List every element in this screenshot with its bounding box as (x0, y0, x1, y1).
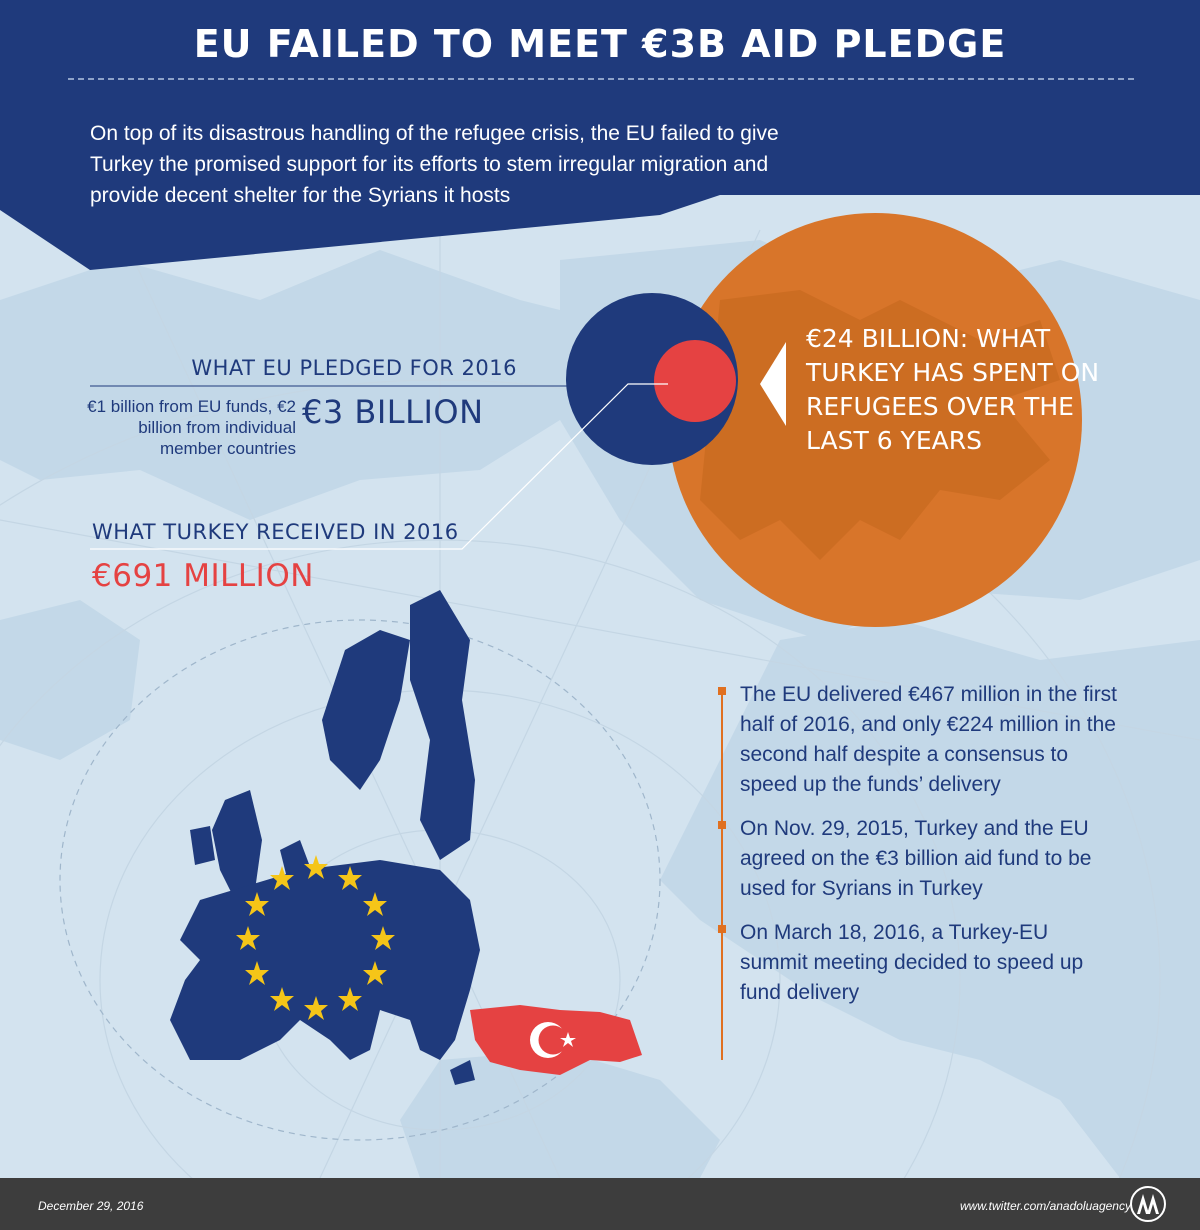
footer-date: December 29, 2016 (38, 1199, 144, 1213)
pledged-label: WHAT EU PLEDGED FOR 2016 (191, 356, 517, 380)
spent-text: €24 BILLION: WHAT TURKEY HAS SPENT ON REFUGEES OVER THE LAST 6 YEARS (806, 324, 1100, 455)
received-amount: €691 MILLION (92, 558, 314, 594)
bullet-icon (718, 925, 726, 933)
received-label: WHAT TURKEY RECEIVED IN 2016 (92, 520, 459, 544)
bullet-icon (718, 821, 726, 829)
list-item: On March 18, 2016, a Turkey-EU summit meeting decided to speed up fund delivery (718, 918, 1118, 1008)
footer-twitter-link[interactable]: www.twitter.com/anadoluagency (960, 1199, 1131, 1213)
pledged-amount: €3 BILLION (302, 393, 484, 431)
intro-text: On top of its disastrous handling of the refugee crisis, the EU failed to give Turkey the promised support for its efforts to stem irregular migration and provide decent shelter for the Syrians it hosts (90, 122, 779, 207)
pledged-note: €1 billion from EU funds, €2 billion from individual member countries (87, 397, 296, 458)
bullet-icon (718, 687, 726, 695)
title-divider (68, 78, 1134, 80)
list-item: On Nov. 29, 2015, Turkey and the EU agreed on the €3 billion aid fund to be used for Syrians in Turkey (718, 814, 1118, 904)
received-circle (654, 340, 736, 422)
anadolu-logo-icon (1128, 1184, 1168, 1224)
list-item: The EU delivered €467 million in the first half of 2016, and only €224 million in the second half despite a consensus to speed up the funds’ delivery (718, 680, 1118, 800)
facts-list (718, 680, 1118, 1022)
page-title: EU FAILED TO MEET €3B AID PLEDGE (193, 22, 1007, 66)
